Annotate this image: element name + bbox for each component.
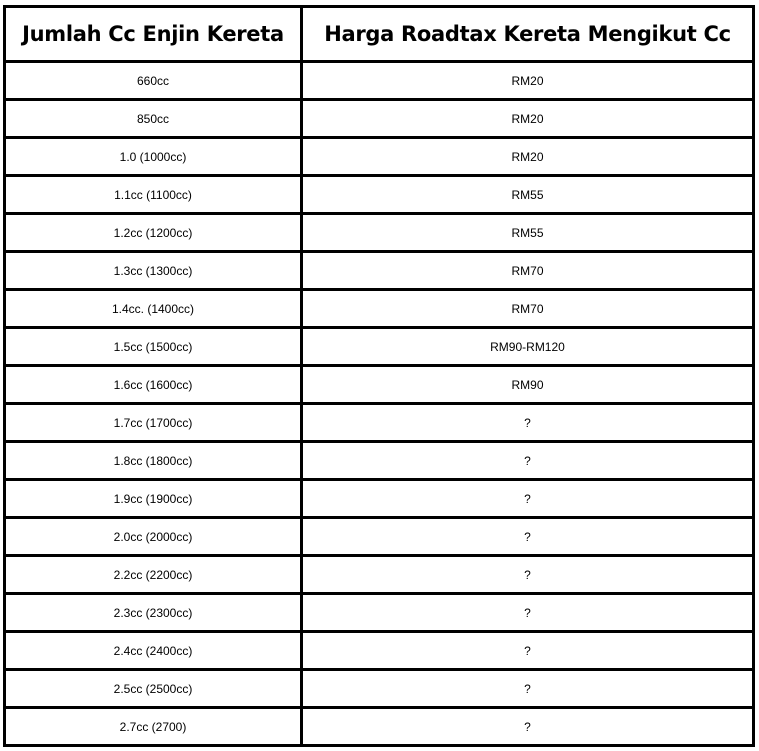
cell-engine-cc: 1.6cc (1600cc) — [5, 366, 302, 404]
cell-engine-cc: 1.7cc (1700cc) — [5, 404, 302, 442]
cell-roadtax-price: ? — [302, 556, 754, 594]
table-row — [5, 328, 754, 366]
cell-engine-cc: 2.3cc (2300cc) — [5, 594, 302, 632]
cell-engine-cc: 2.0cc (2000cc) — [5, 518, 302, 556]
header-engine-cc: Jumlah Cc Enjin Kereta — [5, 7, 302, 62]
cell-roadtax-price: RM20 — [302, 138, 754, 176]
cell-engine-cc: 1.5cc (1500cc) — [5, 328, 302, 366]
cell-engine-cc: 2.5cc (2500cc) — [5, 670, 302, 708]
table-row — [5, 708, 754, 746]
cell-roadtax-price: ? — [302, 632, 754, 670]
cell-engine-cc: 1.9cc (1900cc) — [5, 480, 302, 518]
table-row — [5, 366, 754, 404]
cell-roadtax-price: RM55 — [302, 176, 754, 214]
table-row — [5, 442, 754, 480]
table-row — [5, 138, 754, 176]
header-row — [5, 7, 754, 62]
table-row — [5, 252, 754, 290]
table-row — [5, 480, 754, 518]
table-row — [5, 632, 754, 670]
header-roadtax-price: Harga Roadtax Kereta Mengikut Cc — [302, 7, 754, 62]
table-row — [5, 100, 754, 138]
cell-roadtax-price: RM90 — [302, 366, 754, 404]
table-row — [5, 214, 754, 252]
roadtax-table — [3, 5, 755, 747]
cell-engine-cc: 1.3cc (1300cc) — [5, 252, 302, 290]
table-body — [5, 62, 754, 746]
cell-engine-cc: 660cc — [5, 62, 302, 100]
cell-engine-cc: 1.1cc (1100cc) — [5, 176, 302, 214]
table-row — [5, 176, 754, 214]
cell-engine-cc: 1.2cc (1200cc) — [5, 214, 302, 252]
table-row — [5, 594, 754, 632]
table-row — [5, 670, 754, 708]
cell-roadtax-price: ? — [302, 442, 754, 480]
cell-roadtax-price: ? — [302, 480, 754, 518]
cell-roadtax-price: ? — [302, 518, 754, 556]
table-row — [5, 518, 754, 556]
cell-engine-cc: 2.4cc (2400cc) — [5, 632, 302, 670]
cell-roadtax-price: ? — [302, 594, 754, 632]
cell-roadtax-price: ? — [302, 404, 754, 442]
cell-roadtax-price: RM70 — [302, 290, 754, 328]
cell-roadtax-price: RM70 — [302, 252, 754, 290]
table-row — [5, 556, 754, 594]
cell-roadtax-price: ? — [302, 670, 754, 708]
cell-roadtax-price: RM20 — [302, 100, 754, 138]
cell-engine-cc: 2.2cc (2200cc) — [5, 556, 302, 594]
cell-engine-cc: 1.0 (1000cc) — [5, 138, 302, 176]
table-row — [5, 404, 754, 442]
cell-engine-cc: 850cc — [5, 100, 302, 138]
table-row — [5, 62, 754, 100]
cell-roadtax-price: RM90-RM120 — [302, 328, 754, 366]
cell-engine-cc: 1.4cc. (1400cc) — [5, 290, 302, 328]
cell-roadtax-price: ? — [302, 708, 754, 746]
cell-engine-cc: 1.8cc (1800cc) — [5, 442, 302, 480]
table-row — [5, 290, 754, 328]
table-header — [5, 7, 754, 62]
cell-roadtax-price: RM20 — [302, 62, 754, 100]
cell-roadtax-price: RM55 — [302, 214, 754, 252]
cell-engine-cc: 2.7cc (2700) — [5, 708, 302, 746]
